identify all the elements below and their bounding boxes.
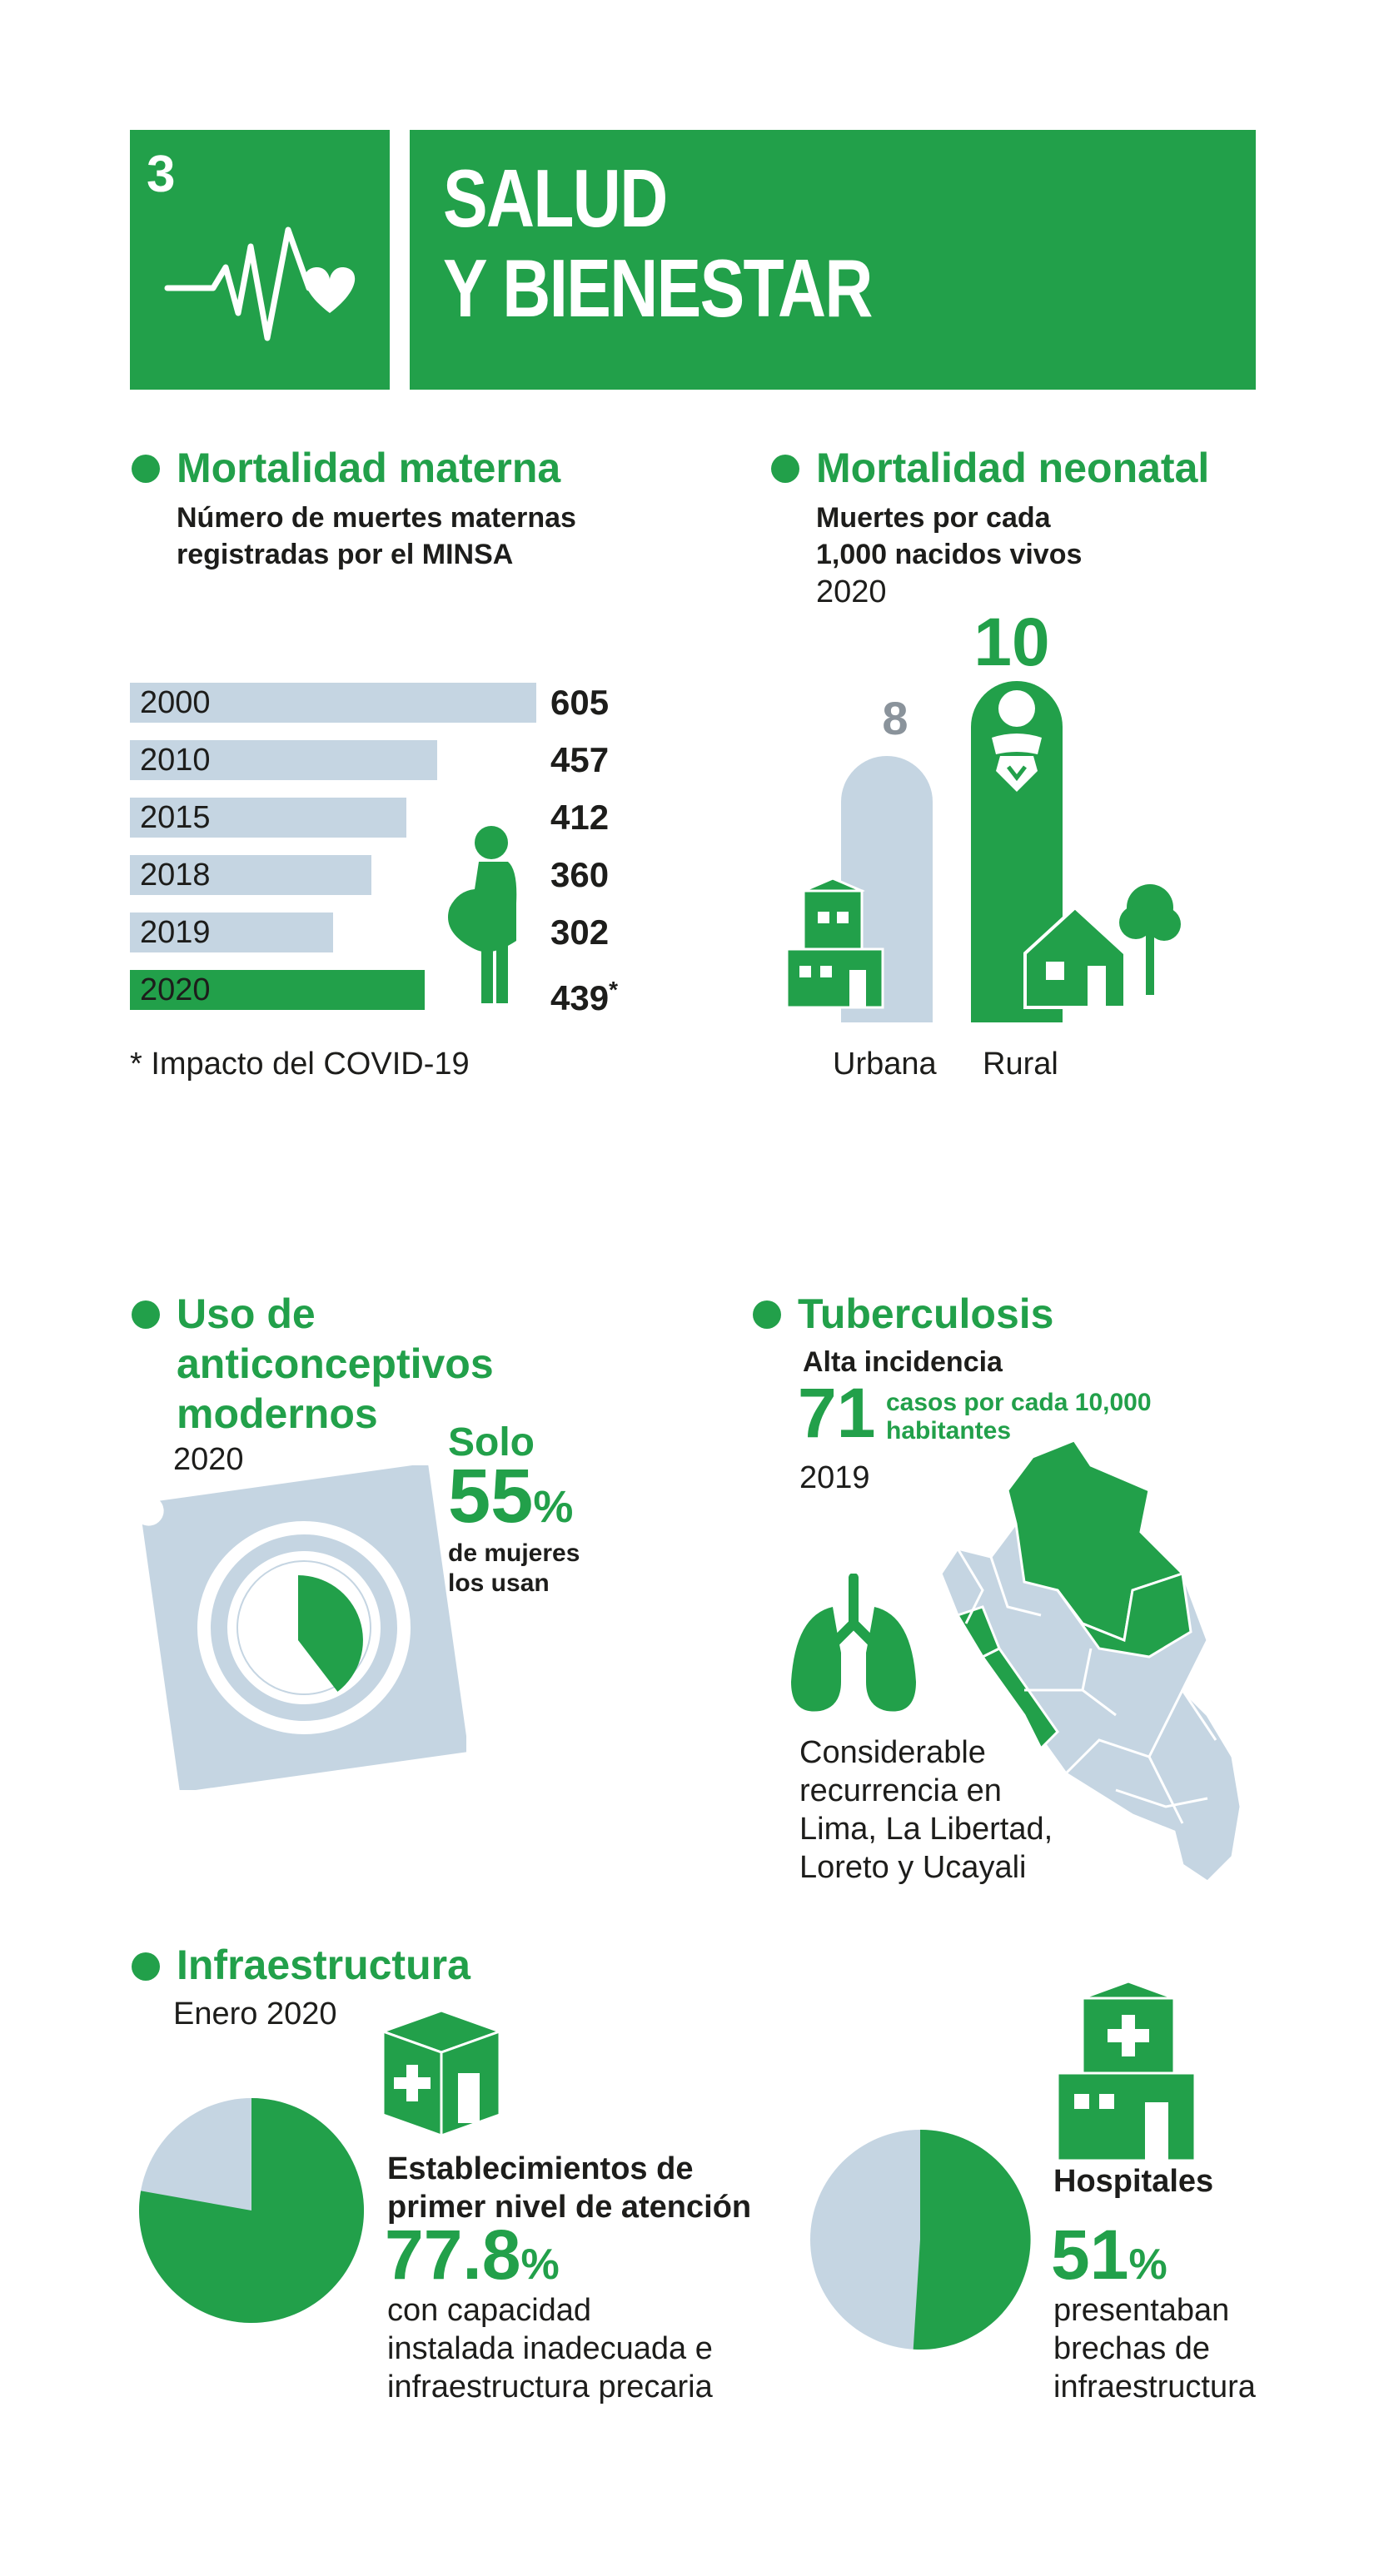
rural-label: Rural [983, 1047, 1058, 1082]
maternal-bar-2000 [130, 683, 536, 723]
neonatal-year: 2020 [816, 574, 887, 609]
maternal-bar-year: 2018 [140, 858, 211, 893]
contraceptive-package-icon [142, 1465, 466, 1790]
hospitals-pie-chart [808, 2127, 1033, 2352]
maternal-bar-value: 412 [550, 798, 610, 837]
maternal-subtitle: Número de muertes maternas registradas por el MINSA [177, 502, 576, 570]
maternal-bar-year: 2010 [140, 743, 211, 778]
bullet-dot [132, 1952, 160, 1981]
tb-year: 2019 [799, 1460, 870, 1495]
goal-number: 3 [147, 146, 176, 203]
contraceptives-heading: Uso de anticonceptivos modernos [177, 1290, 494, 1437]
infra-heading: Infraestructura [177, 1942, 470, 1988]
maternal-bar-2019 [130, 913, 333, 952]
primary-care-caption: con capacidad instalada inadecuada e infraestructura precaria [387, 2293, 713, 2404]
primary-care-pie-chart [135, 2094, 368, 2327]
maternal-bar-value: 302 [550, 913, 610, 952]
pregnant-woman-icon [441, 824, 533, 1007]
goal-number-box [130, 130, 390, 390]
covid-asterisk: * [609, 977, 618, 1002]
contraceptives-caption: de mujeres los usan [448, 1539, 580, 1597]
maternal-bar-value: 457 [550, 740, 610, 779]
bullet-dot [132, 1300, 160, 1329]
maternal-bar-year: 2019 [140, 915, 211, 950]
primary-care-value: 77.8% [385, 2215, 560, 2294]
lungs-icon [787, 1574, 920, 1719]
maternal-bar-2010 [130, 740, 437, 780]
maternal-bar-value: 439* [550, 977, 618, 1017]
contraceptives-solo: Solo [448, 1420, 535, 1465]
bullet-dot [753, 1300, 781, 1329]
maternal-bar-year: 2015 [140, 800, 211, 835]
tb-note: Considerable recurrencia en Lima, La Libertad, Loreto y Ucayali [799, 1735, 1053, 1885]
page-title: SALUD Y BIENESTAR [443, 152, 872, 334]
maternal-bar-chart [130, 683, 663, 1024]
neonatal-subtitle: Muertes por cada 1,000 nacidos vivos [816, 502, 1083, 570]
maternal-bar-value: 360 [550, 855, 610, 894]
neonatal-heading: Mortalidad neonatal [816, 445, 1210, 491]
tb-unit: casos por cada 10,000 habitantes [886, 1389, 1152, 1445]
maternal-heading: Mortalidad materna [177, 445, 561, 491]
city-building-icon [783, 874, 887, 1012]
clinic-building-icon [379, 2007, 504, 2140]
primary-care-title: Establecimientos de primer nivel de atención [387, 2151, 752, 2225]
hospitals-title: Hospitales [1053, 2164, 1214, 2199]
maternal-footnote: * Impacto del COVID-19 [130, 1047, 470, 1082]
maternal-bar-year: 2020 [140, 972, 211, 1007]
baby-icon [979, 688, 1054, 796]
urban-label: Urbana [833, 1047, 937, 1082]
bullet-dot [771, 455, 799, 483]
heartbeat-icon [163, 221, 363, 346]
maternal-bar-year: 2000 [140, 685, 211, 720]
maternal-bar-value: 605 [550, 683, 610, 722]
urban-value: 8 [882, 692, 909, 744]
maternal-bar-2015 [130, 798, 406, 838]
tb-heading: Tuberculosis [798, 1290, 1054, 1337]
hospitals-caption: presentaban brechas de infraestructura [1053, 2293, 1256, 2404]
rural-value: 10 [973, 604, 1050, 680]
title-box [410, 130, 1256, 390]
tb-subtitle: Alta incidencia [803, 1346, 1003, 1378]
hospital-building-icon [1053, 1977, 1199, 2165]
bullet-dot [132, 455, 160, 483]
contraceptives-value: 55% [448, 1454, 574, 1539]
hospitals-pie-slice [914, 2130, 1031, 2350]
hospitals-value: 51% [1051, 2215, 1167, 2294]
maternal-bar-2018 [130, 855, 371, 895]
maternal-bar-2020 [130, 970, 425, 1010]
tb-value: 71 [798, 1374, 876, 1452]
contraceptives-year: 2020 [173, 1442, 244, 1477]
rural-house-icon [1021, 874, 1187, 1012]
infra-date: Enero 2020 [173, 1997, 337, 2031]
